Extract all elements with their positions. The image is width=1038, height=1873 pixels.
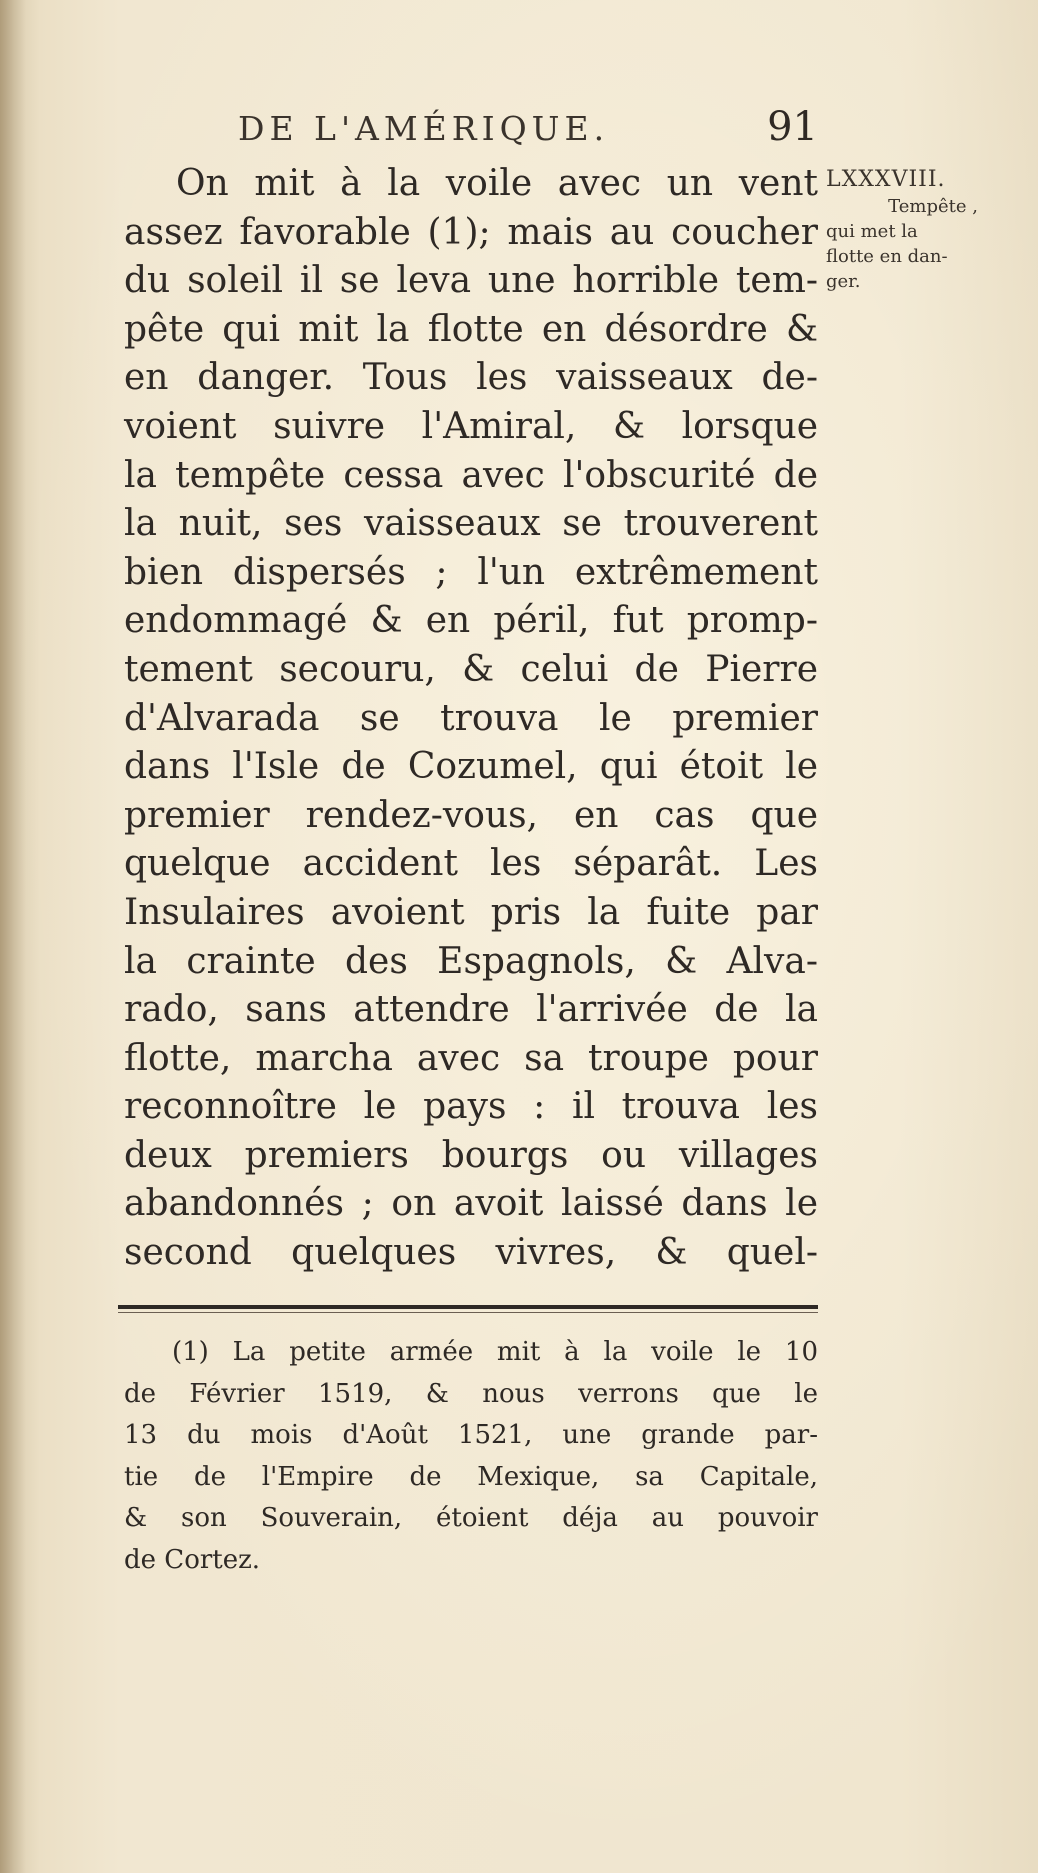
body-line: du soleil il se leva une horrible tem- xyxy=(124,260,818,302)
footnote-line: de Février 1519, & nous verrons que le xyxy=(124,1378,818,1409)
margin-note-line: ger. xyxy=(826,271,861,292)
body-line: pête qui mit la flotte en désordre & xyxy=(124,308,818,350)
body-line: voient suivre l'Amiral, & lorsque xyxy=(124,405,818,447)
body-line: rado, sans attendre l'arrivée de la xyxy=(124,989,818,1031)
body-line: endommagé & en péril, fut promp- xyxy=(124,600,818,642)
body-line: en danger. Tous les vaisseaux de- xyxy=(124,357,818,399)
body-line: assez favorable (1); mais au coucher xyxy=(124,211,818,253)
footnote-rule xyxy=(118,1305,818,1309)
body-line: premier rendez-vous, en cas que xyxy=(124,794,818,836)
margin-note-line: flotte en dan- xyxy=(826,246,948,267)
body-line: la tempête cessa avec l'obscurité de xyxy=(124,454,818,496)
margin-note-line: Tempête , xyxy=(888,196,978,217)
footnote-line: (1) La petite armée mit à la voile le 10 xyxy=(172,1337,818,1367)
body-line: dans l'Isle de Cozumel, qui étoit le xyxy=(124,746,818,788)
gutter-shadow xyxy=(0,0,26,1873)
body-line: second quelques vivres, & quel- xyxy=(124,1232,818,1274)
body-line: flotte, marcha avec sa troupe pour xyxy=(124,1037,818,1079)
page-number: 91 xyxy=(767,104,818,150)
footnote xyxy=(124,1332,818,1581)
body-line: bien dispersés ; l'un extrêmement xyxy=(124,551,818,593)
body-line: la crainte des Espagnols, & Alva- xyxy=(124,940,818,982)
footnote-line: 13 du mois d'Août 1521, une grande par- xyxy=(124,1420,818,1450)
body-line: d'Alvarada se trouva le premier xyxy=(124,697,818,739)
footnote-rule-thin xyxy=(118,1312,818,1313)
body-line: quelque accident les séparât. Les xyxy=(124,843,818,885)
footnote-line: de Cortez. xyxy=(124,1544,261,1575)
footnote-line: tie de l'Empire de Mexique, sa Capitale, xyxy=(124,1461,818,1492)
body-line: deux premiers bourgs ou villages xyxy=(124,1134,818,1176)
body-text xyxy=(124,160,818,1278)
body-line: abandonnés ; on avoit laissé dans le xyxy=(124,1183,818,1225)
running-title: DE L'AMÉRIQUE. xyxy=(238,109,610,148)
body-line: tement secouru, & celui de Pierre xyxy=(124,648,818,690)
body-line: reconnoître le pays : il trouva les xyxy=(124,1086,818,1128)
body-line: On mit à la voile avec un vent xyxy=(176,163,818,204)
footnote-line: & son Souverain, étoient déja au pouvoir xyxy=(124,1503,818,1533)
body-line: Insulaires avoient pris la fuite par xyxy=(124,891,818,933)
running-head xyxy=(238,104,818,150)
margin-note xyxy=(826,166,986,294)
body-line: la nuit, ses vaisseaux se trouverent xyxy=(124,503,818,545)
margin-note-numeral: LXXXVIII. xyxy=(826,167,946,192)
margin-note-line: qui met la xyxy=(826,221,918,242)
